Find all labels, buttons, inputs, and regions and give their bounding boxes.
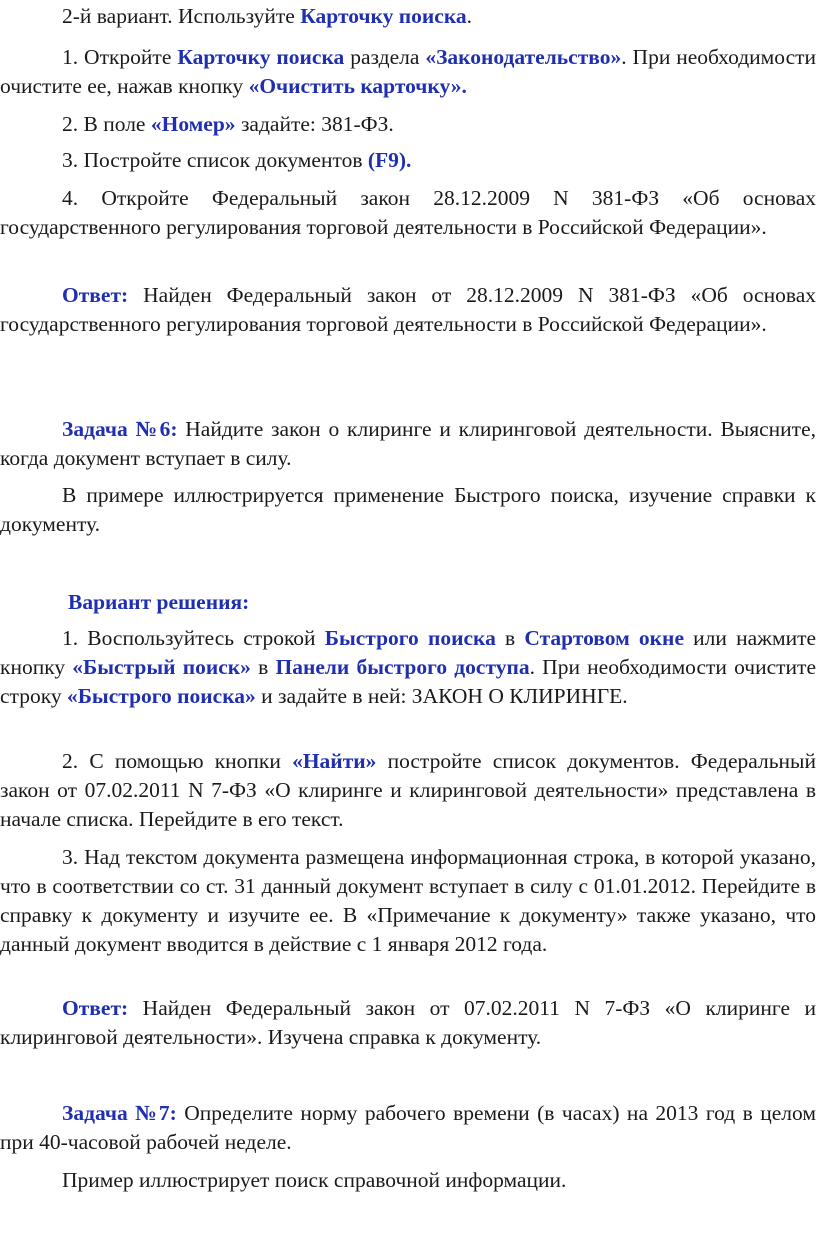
text: Определите норму рабочего времени (в часах) на 2013 год в целом при 40-часовой рабочей неделе. [0, 1101, 816, 1154]
highlight-search-card: Карточку поиска [177, 45, 345, 69]
text: 1. Воспользуйтесь строкой [62, 626, 325, 650]
text: Найден Федеральный закон от 07.02.2011 N 7-ФЗ «О клиринге и клиринговой деятельности». Изучена справка к документу. [0, 996, 816, 1049]
text: . При необходимости очистите ее, нажав кнопку [0, 45, 816, 98]
text: или нажмите кнопку [0, 626, 816, 679]
paragraph-solution-step-1 [0, 624, 816, 711]
text: 2. В поле [62, 112, 151, 136]
highlight-find-button: «Найти» [292, 749, 377, 773]
paragraph-task-7 [0, 1099, 816, 1157]
text: . При необходимости очистите строку [0, 655, 816, 708]
text: Пример иллюстрирует поиск справочной информации. [62, 1168, 567, 1192]
paragraph-step-4 [0, 184, 816, 242]
paragraph-variant-2 [0, 2, 816, 31]
text: 4. Откройте Федеральный закон 28.12.2009 N 381-ФЗ «Об основах государственного регулирования торговой деятельности в Российской Федерации». [0, 186, 816, 239]
text: в [495, 626, 525, 650]
paragraph-step-2 [0, 110, 816, 139]
solution-heading: Вариант решения: [68, 590, 250, 614]
text: в [250, 655, 276, 679]
text: . [466, 4, 473, 28]
answer-label: Ответ: [62, 996, 129, 1020]
text: 3. Над текстом документа размещена информационная строка, в которой указано, что в соответствии со ст. 31 данный документ вступает в силу с 01.01.2012. Перейдите в справку к документу и изучите ее. В «Примечание к документу» также указано, что данный документ вводится в действие с 1 января 2012 года. [0, 845, 816, 956]
paragraph-step-1 [0, 43, 816, 101]
paragraph-solution-heading [0, 588, 816, 617]
text: задайте: 381-ФЗ. [235, 112, 394, 136]
highlight-search-card: Карточку поиска [300, 4, 467, 28]
text: 2-й вариант. Используйте [62, 4, 301, 28]
text: 2. С помощью кнопки [62, 749, 293, 773]
text: и задайте в ней: ЗАКОН О КЛИРИНГЕ. [255, 684, 628, 708]
highlight-start-window: Стартовом окне [524, 626, 684, 650]
highlight-quick-access-panel: Панели быстрого доступа [275, 655, 530, 679]
paragraph-task-6 [0, 415, 816, 473]
text: постройте список документов. Федеральный закон от 07.02.2011 N 7-ФЗ «О клиринге и клиринговой деятельности» представлена в начале списка. Перейдите в его текст. [0, 749, 816, 831]
paragraph-solution-step-3 [0, 843, 816, 959]
paragraph-task-7-description [0, 1166, 816, 1195]
paragraph-solution-step-2 [0, 747, 816, 834]
highlight-number-field: «Номер» [150, 112, 236, 136]
task-label: Задача №7: [62, 1101, 177, 1125]
highlight-clear-card: «Очистить карточку». [248, 74, 467, 98]
paragraph-task-6-description [0, 481, 816, 539]
highlight-quick-search-button: «Быстрый поиск» [72, 655, 251, 679]
paragraph-answer-1 [0, 281, 816, 339]
paragraph-step-3 [0, 146, 816, 175]
text: раздела [344, 45, 426, 69]
text: 3. Постройте список документов [62, 148, 368, 172]
task-label: Задача №6: [62, 417, 178, 441]
text: Найдите закон о клиринге и клиринговой деятельности. Выясните, когда документ вступает в силу. [0, 417, 816, 470]
text: Найден Федеральный закон от 28.12.2009 N 381-ФЗ «Об основах государственного регулирования торговой деятельности в Российской Федерации». [0, 283, 816, 336]
text: 1. Откройте [62, 45, 178, 69]
answer-label: Ответ: [62, 283, 129, 307]
paragraph-answer-2 [0, 994, 816, 1052]
highlight-f9: (F9). [367, 148, 412, 172]
highlight-quick-search-line: «Быстрого поиска» [66, 684, 256, 708]
text: В примере иллюстрируется применение Быстрого поиска, изучение справки к документу. [0, 483, 816, 536]
highlight-legislation: «Законодательство» [425, 45, 622, 69]
highlight-quick-search: Быстрого поиска [324, 626, 496, 650]
